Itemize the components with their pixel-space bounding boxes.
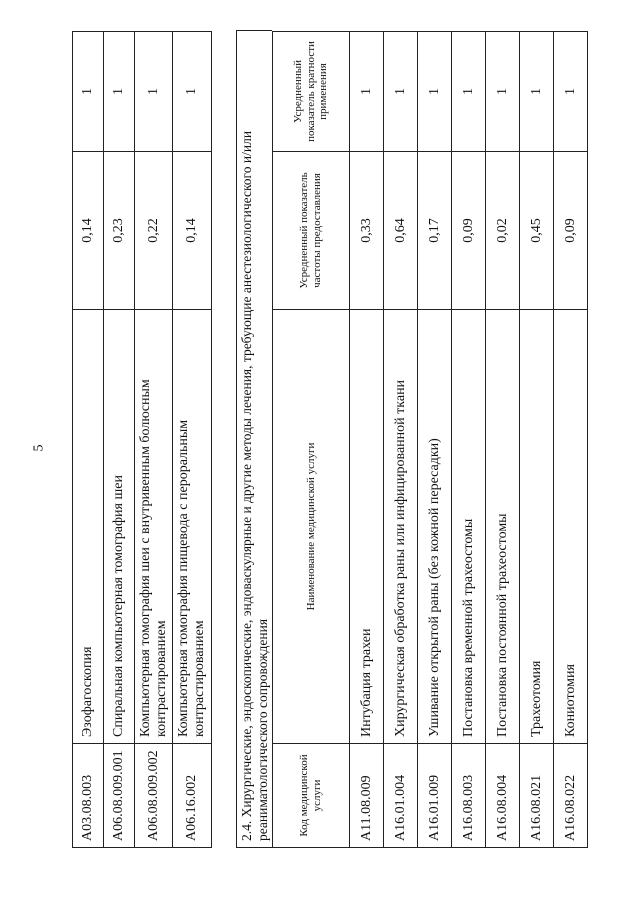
table-row <box>384 32 418 848</box>
service-code-cell: A11.08.009 <box>350 744 384 848</box>
service-code-cell: A06.08.009.002 <box>135 744 173 848</box>
table-row <box>452 32 486 848</box>
header-code: Код медицинской услуги <box>273 744 350 848</box>
multiplicity-cell: 1 <box>554 32 588 152</box>
table-row <box>520 32 554 848</box>
service-code-cell: A06.16.002 <box>173 744 211 848</box>
services-table-continued <box>72 31 212 848</box>
frequency-cell: 0,45 <box>520 152 554 310</box>
table-header-row <box>273 32 350 848</box>
frequency-cell: 0,02 <box>486 152 520 310</box>
service-name-cell: Постановка временной трахеостомы <box>452 310 486 744</box>
header-mult: Усредненный показатель кратности применения <box>273 32 350 152</box>
frequency-cell: 0,22 <box>135 152 173 310</box>
service-code-cell: A16.08.022 <box>554 744 588 848</box>
table-row <box>135 32 173 848</box>
services-table-2-4 <box>272 31 588 848</box>
multiplicity-cell: 1 <box>135 32 173 152</box>
service-name-cell: Кониотомия <box>554 310 588 744</box>
service-name-cell: Постановка постоянной трахеостомы <box>486 310 520 744</box>
header-name: Наименование медицинской услуги <box>273 310 350 744</box>
frequency-cell: 0,14 <box>73 152 104 310</box>
service-name-cell: Ушивание открытой раны (без кожной пересадки) <box>418 310 452 744</box>
frequency-cell: 0,17 <box>418 152 452 310</box>
multiplicity-cell: 1 <box>520 32 554 152</box>
table-row <box>173 32 211 848</box>
header-freq: Усредненный показатель частоты предоставления <box>273 152 350 310</box>
multiplicity-cell: 1 <box>452 32 486 152</box>
frequency-cell: 0,64 <box>384 152 418 310</box>
table-continued-wrapper <box>72 31 212 848</box>
service-code-cell: A16.08.003 <box>452 744 486 848</box>
service-code-cell: A03.08.003 <box>73 744 104 848</box>
page-number: 5 <box>31 444 47 452</box>
service-code-cell: A16.01.009 <box>418 744 452 848</box>
frequency-cell: 0,14 <box>173 152 211 310</box>
multiplicity-cell: 1 <box>104 32 135 152</box>
table-row <box>486 32 520 848</box>
frequency-cell: 0,23 <box>104 152 135 310</box>
service-name-cell: Интубация трахеи <box>350 310 384 744</box>
multiplicity-cell: 1 <box>486 32 520 152</box>
multiplicity-cell: 1 <box>73 32 104 152</box>
section-2-4-wrapper <box>236 30 588 848</box>
table-row <box>104 32 135 848</box>
table-row <box>350 32 384 848</box>
service-name-cell: Эзофагоскопия <box>73 310 104 744</box>
multiplicity-cell: 1 <box>384 32 418 152</box>
service-name-cell: Компьютерная томография пищевода с пероральным контрастированием <box>173 310 211 744</box>
table-row <box>554 32 588 848</box>
multiplicity-cell: 1 <box>173 32 211 152</box>
multiplicity-cell: 1 <box>350 32 384 152</box>
frequency-cell: 0,33 <box>350 152 384 310</box>
frequency-cell: 0,09 <box>452 152 486 310</box>
service-code-cell: A16.01.004 <box>384 744 418 848</box>
service-code-cell: A06.08.009.001 <box>104 744 135 848</box>
service-code-cell: A16.08.004 <box>486 744 520 848</box>
service-name-cell: Хирургическая обработка раны или инфицированной ткани <box>384 310 418 744</box>
service-name-cell: Трахеотомия <box>520 310 554 744</box>
service-name-cell: Компьютерная томография шеи с внутривенным болюсным контрастированием <box>135 310 173 744</box>
table-row <box>418 32 452 848</box>
table-row <box>73 32 104 848</box>
service-code-cell: A16.08.021 <box>520 744 554 848</box>
frequency-cell: 0,09 <box>554 152 588 310</box>
service-name-cell: Спиральная компьютерная томография шеи <box>104 310 135 744</box>
multiplicity-cell: 1 <box>418 32 452 152</box>
section-title: 2.4. Хирургические, эндоскопические, эндоваскулярные и другие методы лечения, требующие анестезиологического и/или реаниматологического сопровождения <box>236 30 272 848</box>
